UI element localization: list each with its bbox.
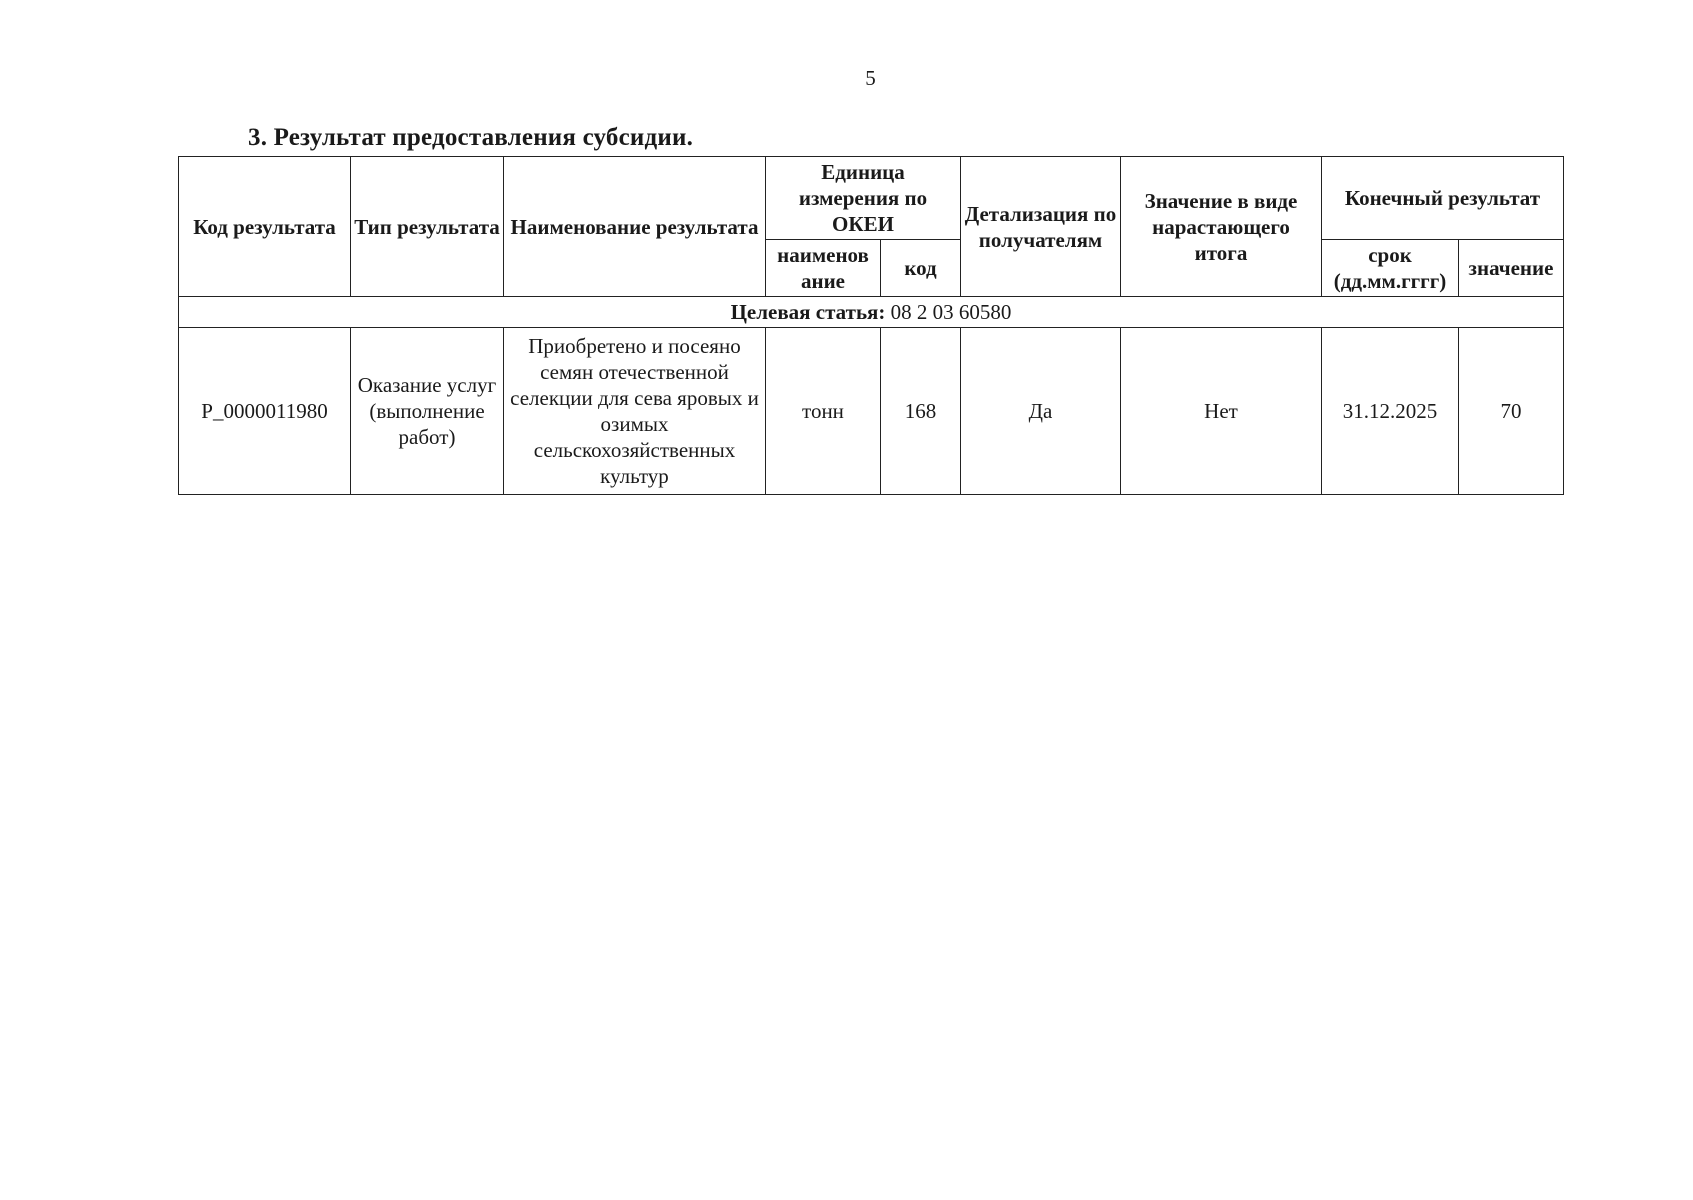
table-header-row: [179, 157, 1564, 240]
header-result-type: Тип результата: [351, 157, 504, 297]
table-row: [179, 328, 1564, 495]
results-table: [178, 156, 1564, 495]
header-detail-by-recipients: Детализация по получателям: [961, 157, 1121, 297]
cell-unit-code: 168: [881, 328, 961, 495]
target-article-label: Целевая статья:: [730, 300, 886, 325]
cell-value: 70: [1459, 328, 1564, 495]
page-number: 5: [865, 66, 876, 90]
cell-result-type: Оказание услуг (выполнение работ): [351, 328, 504, 495]
header-final-deadline: срок (дд.мм.гггг): [1322, 240, 1459, 297]
cell-result-name: Приобретено и посеяно семян отечественной селекции для сева яровых и озимых сельскохозяйственных культур: [504, 328, 766, 495]
cell-deadline: 31.12.2025: [1322, 328, 1459, 495]
target-article-row: [179, 297, 1564, 328]
cell-cumulative: Нет: [1121, 328, 1322, 495]
target-article-cell: [179, 297, 1564, 328]
section-title: 3. Результат предоставления субсидии.: [248, 124, 694, 151]
header-unit-code: код: [881, 240, 961, 297]
cell-result-code: P_0000011980: [179, 328, 351, 495]
header-cumulative-value: Значение в виде нарастающего итога: [1121, 157, 1322, 297]
header-result-code: Код результата: [179, 157, 351, 297]
header-unit-group: Единица измерения по ОКЕИ: [766, 157, 961, 240]
cell-unit-name: тонн: [766, 328, 881, 495]
header-final-result-group: Конечный результат: [1322, 157, 1564, 240]
header-unit-name: наименов ание: [766, 240, 881, 297]
header-result-name: Наименование результата: [504, 157, 766, 297]
header-final-value: значение: [1459, 240, 1564, 297]
target-article-value: 08 2 03 60580: [885, 300, 1012, 325]
cell-detail: Да: [961, 328, 1121, 495]
